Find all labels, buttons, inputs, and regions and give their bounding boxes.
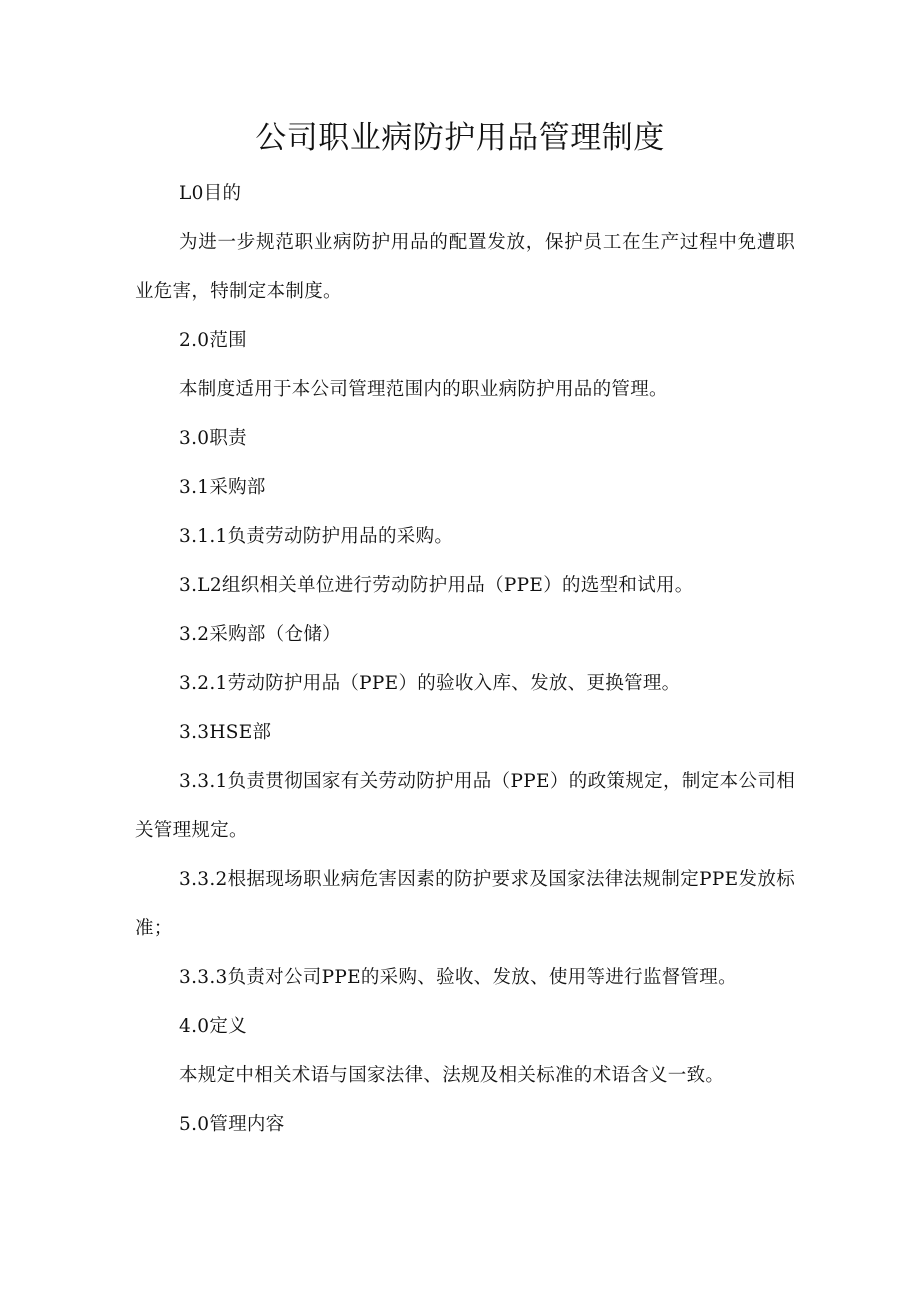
subsection-procurement: 3.1采购部 — [179, 477, 266, 498]
scope-text: 本制度适用于本公司管理范围内的职业病防护用品的管理。 — [179, 379, 668, 400]
section-heading-scope: 2.0范围 — [179, 330, 247, 351]
subsection-hse: 3.3HSE部 — [179, 722, 272, 743]
procurement-item-1: 3.1.1负责劳动防护用品的采购。 — [179, 526, 454, 547]
subsection-warehouse: 3.2采购部（仓储） — [179, 624, 341, 645]
section-heading-purpose: L0目的 — [179, 183, 242, 204]
hse-item-2: 3.3.2根据现场职业病危害因素的防护要求及国家法律法规制定PPE发放标准； — [135, 869, 795, 939]
hse-item-3: 3.3.3负责对公司PPE的采购、验收、发放、使用等进行监督管理。 — [179, 967, 737, 988]
document-body — [135, 169, 795, 1149]
section-heading-definitions: 4.0定义 — [179, 1016, 247, 1037]
purpose-text: 为进一步规范职业病防护用品的配置发放，保护员工在生产过程中免遭职业危害，特制定本制度。 — [135, 232, 795, 302]
document-title: 公司职业病防护用品管理制度 — [255, 120, 665, 156]
section-heading-management: 5.0管理内容 — [179, 1114, 285, 1135]
procurement-item-2: 3.L2组织相关单位进行劳动防护用品（PPE）的选型和试用。 — [179, 575, 694, 596]
warehouse-item-1: 3.2.1劳动防护用品（PPE）的验收入库、发放、更换管理。 — [179, 673, 681, 694]
hse-item-1: 3.3.1负责贯彻国家有关劳动防护用品（PPE）的政策规定，制定本公司相关管理规定。 — [135, 771, 795, 841]
section-heading-responsibilities: 3.0职责 — [179, 428, 247, 449]
definitions-text: 本规定中相关术语与国家法律、法规及相关标准的术语含义一致。 — [179, 1065, 725, 1086]
